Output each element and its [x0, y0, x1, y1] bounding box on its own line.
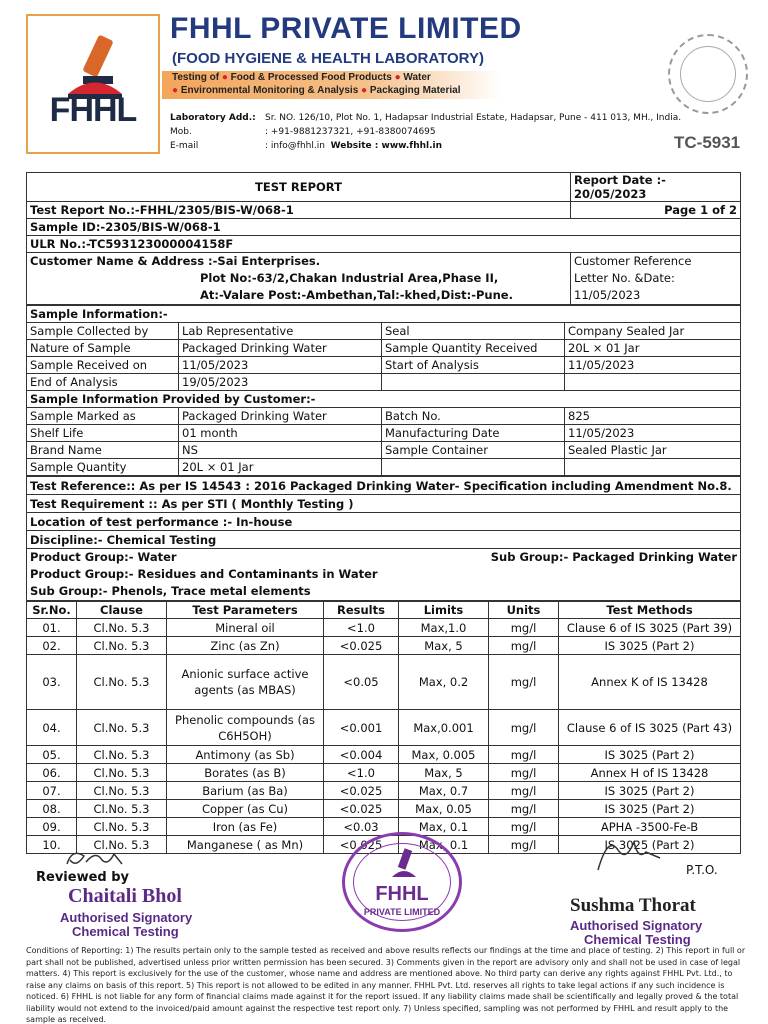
left-signatory-role: Authorised Signatory	[60, 910, 193, 925]
sample-id: Sample ID:-2305/BIS-W/068-1	[27, 219, 741, 236]
letterhead	[0, 0, 768, 168]
results-header: Sr.No. Clause Test Parameters Results Limits Units Test Methods	[27, 602, 741, 619]
customer-reference: Customer Reference Letter No. &Date: 11/05/2023	[571, 253, 741, 305]
right-signatory-dept: Chemical Testing	[584, 932, 691, 947]
product-group-2: Product Group:- Residues and Contaminants in Water	[30, 567, 378, 581]
right-signatory-role: Authorised Signatory	[570, 918, 703, 933]
address-value: Sr. NO. 126/10, Plot No. 1, Hadapsar Industrial Estate, Hadapsar, Pune - 411 013, MH., India.	[265, 113, 682, 123]
table-row: 10. Cl.No. 5.3 Manganese ( as Mn) <0.025 Max, 0.1 mg/l IS 3025 (Part 2)	[27, 836, 741, 854]
report-number: Test Report No.:-FHHL/2305/BIS-W/068-1	[27, 202, 571, 219]
report-header-table	[26, 172, 741, 305]
table-row: 05. Cl.No. 5.3 Antimony (as Sb) <0.004 Max, 0.005 mg/l IS 3025 (Part 2)	[27, 746, 741, 764]
sub-group: Sub Group:- Packaged Drinking Water	[490, 550, 737, 564]
table-row: 04. Cl.No. 5.3 Phenolic compounds (as C6H5OH) <0.001 Max,0.001 mg/l Clause 6 of IS 3025 (Part 43)	[27, 710, 741, 746]
test-requirement: Test Requirement :: As per STI ( Monthly Testing )	[27, 495, 741, 513]
table-row: Shelf Life 01 month Manufacturing Date 11/05/2023	[27, 425, 741, 442]
results-table	[26, 601, 741, 854]
company-stamp: FHHL PRIVATE LIMITED	[342, 832, 462, 932]
table-row: Brand Name NS Sample Container Sealed Plastic Jar	[27, 442, 741, 459]
pto-label: P.T.O.	[686, 863, 718, 877]
discipline: Discipline:- Chemical Testing	[27, 531, 741, 549]
tc-number: TC-5931	[674, 133, 741, 152]
report-date: Report Date :- 20/05/2023	[571, 173, 741, 202]
test-report	[26, 172, 741, 854]
table-row: 07. Cl.No. 5.3 Barium (as Ba) <0.025 Max, 0.7 mg/l IS 3025 (Part 2)	[27, 782, 741, 800]
services-line-2: ● Environmental Monitoring & Analysis ● Packaging Material	[172, 85, 461, 96]
contact-block	[170, 111, 681, 153]
services-band	[162, 71, 502, 99]
table-row: 03. Cl.No. 5.3 Anionic surface active agents (as MBAS) <0.05 Max, 0.2 mg/l Annex K of IS 13428	[27, 655, 741, 710]
conditions-of-reporting: Conditions of Reporting: 1) The results pertain only to the sample tested as received and above results reflects our findings at the time and place of testing. 2) This report in full or part shall not be published, advertised unless prior written permission has been secured. 3) Comments given in the report are advisory only and shall not be used in case of legal matters. 4) This report is exclusively for the use of the customer, whose name and address are mentioned above. No third party can derive any rights against FHHL Pvt. Ltd., to raise any claims on basis of this report. 5) This report is not allowed to be edited in any manner. FHHL Pvt. Ltd. reserves all rights to take legal actions if any such incidence is noticed. 6) FHHL is not liable for any form of financial claims made against it for the report issued. If any liability claims made shall be scientifically and legally proved & the total liability would not extend to the invoiced/paid amount against the respective test report only. 7) Unless specified, sampling was not performed by FHHL and result apply to the sample as received.	[26, 946, 746, 1024]
left-signatory-dept: Chemical Testing	[72, 924, 179, 939]
microscope-icon	[389, 847, 419, 881]
table-row: 02. Cl.No. 5.3 Zinc (as Zn) <0.025 Max, 5 mg/l IS 3025 (Part 2)	[27, 637, 741, 655]
table-row: End of Analysis 19/05/2023	[27, 374, 741, 391]
table-row: Sample Received on 11/05/2023 Start of Analysis 11/05/2023	[27, 357, 741, 374]
company-logo	[26, 14, 160, 154]
product-groups	[27, 549, 741, 601]
table-row: Sample Quantity 20L × 01 Jar	[27, 459, 741, 476]
email-label: E-mail	[170, 141, 199, 151]
table-row: Sample Collected by Lab Representative Seal Company Sealed Jar	[27, 323, 741, 340]
table-row: 01. Cl.No. 5.3 Mineral oil <1.0 Max,1.0 mg/l Clause 6 of IS 3025 (Part 39)	[27, 619, 741, 637]
ulr-number: ULR No.:-TC593123000004158F	[27, 236, 741, 253]
table-row: Sample Marked as Packaged Drinking Water Batch No. 825	[27, 408, 741, 425]
customer-address: Customer Name & Address :-Sai Enterprises. Plot No:-63/2,Chakan Industrial Area,Phase II, At:-Valare Post:-Ambethan,Tal:-khed,Dist:-Pune.	[27, 253, 571, 305]
services-line-1: Testing of ● Food & Processed Food Products ● Water	[172, 72, 431, 83]
left-signatory-name: Chaitali Bhol	[68, 885, 182, 907]
reviewed-by: Reviewed by	[36, 870, 130, 885]
mobile-label: Mob.	[170, 127, 192, 137]
signatory-signature	[588, 830, 668, 875]
sample-info-heading: Sample Information:-	[27, 306, 741, 323]
page-number: Page 1 of 2	[571, 202, 741, 219]
accreditation-seal	[668, 34, 748, 114]
table-row: 08. Cl.No. 5.3 Copper (as Cu) <0.025 Max, 0.05 mg/l IS 3025 (Part 2)	[27, 800, 741, 818]
report-title: TEST REPORT	[27, 173, 571, 202]
customer-info-heading: Sample Information Provided by Customer:-	[27, 391, 741, 408]
logo-text: FHHL	[49, 91, 137, 129]
sample-information-table	[26, 305, 741, 476]
sub-group-2: Sub Group:- Phenols, Trace metal elements	[30, 584, 311, 598]
website-value: Website : www.fhhl.in	[330, 141, 443, 151]
email-value: : info@fhhl.in	[265, 141, 325, 151]
right-signatory-name: Sushma Thorat	[570, 895, 696, 916]
reviewer-signature	[62, 846, 132, 872]
test-location: Location of test performance :- In-house	[27, 513, 741, 531]
test-reference: Test Reference:: As per IS 14543 : 2016 Packaged Drinking Water- Specification including Amendment No.8.	[27, 477, 741, 495]
company-name: FHHL PRIVATE LIMITED	[170, 12, 522, 45]
product-group: Product Group:- Water	[30, 550, 177, 564]
table-row: 09. Cl.No. 5.3 Iron (as Fe) <0.03 Max, 0.1 mg/l APHA -3500-Fe-B	[27, 818, 741, 836]
mobile-value: : +91-9881237321, +91-8380074695	[265, 127, 436, 137]
table-row: 06. Cl.No. 5.3 Borates (as B) <1.0 Max, 5 mg/l Annex H of IS 13428	[27, 764, 741, 782]
test-details-table	[26, 476, 741, 601]
table-row: Nature of Sample Packaged Drinking Water Sample Quantity Received 20L × 01 Jar	[27, 340, 741, 357]
address-label: Laboratory Add.:	[170, 113, 256, 123]
company-subtitle: (FOOD HYGIENE & HEALTH LABORATORY)	[172, 50, 484, 67]
